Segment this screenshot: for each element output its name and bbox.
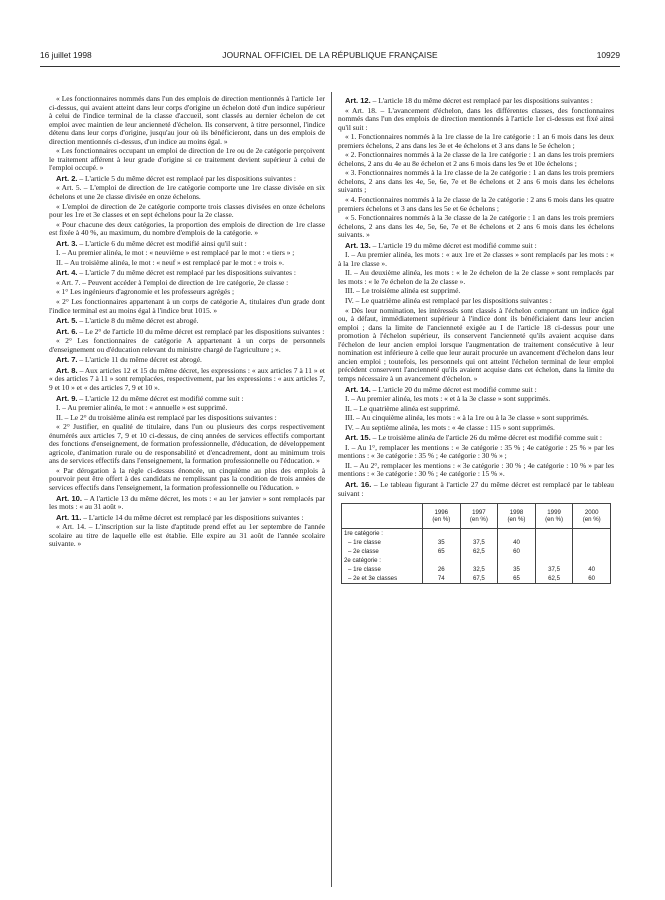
article-number: Art. 9. — [56, 393, 78, 403]
paragraph — [338, 269, 614, 286]
table-corner-cell — [342, 504, 423, 529]
article-number: Art. 10. — [56, 493, 83, 503]
paragraph-text: – Le troisième alinéa de l'article 26 du même décret est modifié comme suit : — [370, 433, 602, 443]
paragraph — [338, 169, 614, 195]
year-header: 1999 (en %) — [535, 504, 573, 529]
table-cell: 60 — [573, 574, 611, 584]
table-cell: 62,5 — [535, 574, 573, 584]
table-group-row — [342, 529, 611, 539]
paragraph-text: « 3. Fonctionnaires nommés à la 1re classe de la 2e catégorie : 1 an dans les trois premiers échelons, 2 ans dans les 4e, 5e, 6e, 7e et 8e échelons et 2 ans 6 mois dans les échelons suivants ; — [338, 168, 614, 195]
article-number: Art. 2. — [56, 173, 78, 183]
page-header — [40, 50, 620, 64]
paragraph-text: « Les fonctionnaires occupant un emploi de direction de 1re ou de 2e catégorie perçoivent le traitement afférent à leur grade d'origine si ce traitement devient supérieur à celui de l'emploi occupé. » — [49, 146, 325, 173]
table-cell — [573, 529, 611, 539]
paragraph-text: – Le tableau figurant à l'article 27 du même décret est remplacé par le tableau suivant : — [338, 479, 614, 498]
paragraph — [338, 444, 614, 461]
row-label: – 1re classe — [342, 538, 423, 547]
paragraph — [338, 107, 614, 133]
paragraph-text: II. – Au troisième alinéa, le mot : « neuf » est remplacé par le mot : « trois ». — [56, 257, 285, 267]
paragraph-text: « 2° Justifier, en qualité de titulaire, dans l'un ou plusieurs des corps respectivement énumérés aux articles 7, 9 et 10 ci-dessus, de cinq années de services effectifs comportant des fonctions d'enseignement, de formation professionnelle, d'éducation, de développement agricole, d'animation rurale ou de responsabilité et d'encadrement, dont au minimum trois ans de services effectifs dans l'enseignement, la formation professionnelle ou l'éducation. » — [49, 422, 325, 466]
paragraph-text: – L'article 20 du même décret est modifié comme suit : — [370, 384, 537, 394]
table-cell: 65 — [423, 547, 461, 556]
article-number: Art. 5. — [56, 316, 78, 326]
table-cell: 60 — [498, 547, 536, 556]
paragraph — [49, 184, 325, 201]
article-paragraph — [338, 386, 614, 395]
paragraph — [338, 307, 614, 384]
paragraph-text: « Art. 7. – Peuvent accéder à l'emploi de direction de 1re catégorie, 2e classe : — [56, 277, 289, 287]
paragraph-text: – L'article 7 du même décret est remplacé par les dispositions suivantes : — [77, 268, 296, 278]
table-cell — [423, 529, 461, 539]
paragraph — [49, 203, 325, 220]
paragraph-text: II. – Au 2°, remplacer les mentions : « 3e catégorie : 30 % ; 4e catégorie : 10 % » par les mentions : « 3e catégorie : 30 % ; 4e catégorie : 15 % ». — [338, 460, 614, 479]
paragraph-text: I. – Au premier alinéa, les mots : « aux 1re et 2e classes » sont remplacés par les mots : « à la 1re classe ». — [338, 250, 614, 268]
article-paragraph — [49, 356, 325, 365]
row-label: – 2e classe — [342, 547, 423, 556]
table-cell: 32,5 — [460, 565, 498, 574]
paragraph — [338, 251, 614, 268]
table-cell: 35 — [498, 565, 536, 574]
article-number: Art. 11. — [56, 512, 82, 522]
article-paragraph — [49, 175, 325, 184]
table-row — [342, 565, 611, 574]
table-cell: 37,5 — [535, 565, 573, 574]
paragraph — [338, 462, 614, 479]
table-cell — [460, 556, 498, 565]
article-number: Art. 15. — [345, 433, 371, 443]
row-label: – 2e et 3e classes — [342, 574, 423, 584]
table-row — [342, 574, 611, 584]
table-cell — [460, 529, 498, 539]
table-cell — [535, 547, 573, 556]
article-paragraph — [338, 97, 614, 106]
paragraph — [338, 395, 614, 404]
year-header: 1998 (en %) — [498, 504, 536, 529]
paragraph — [49, 467, 325, 493]
table-cell: 37,5 — [460, 538, 498, 547]
paragraph-text: « 2. Fonctionnaires nommés à la 2e classe de la 1re catégorie : 1 an dans les trois premiers échelons, 2 ans du 4e au 8e échelon et 2 ans 6 mois dans les 9e et 10e échelons ; — [338, 150, 614, 168]
article-number: Art. 3. — [56, 238, 78, 248]
year-header: 2000 (en %) — [573, 504, 611, 529]
paragraph — [338, 151, 614, 168]
article-number: Art. 8. — [56, 365, 78, 375]
table-row — [342, 538, 611, 547]
paragraph-text: « 2° Les fonctionnaires appartenant à un corps de catégorie A, titulaires d'un grade dont l'indice terminal est au moins égal à l'indice brut 1015. » — [49, 297, 325, 315]
paragraph-text: – Le 2° de l'article 10 du même décret est remplacé par les dispositions suivantes : — [77, 326, 325, 336]
table-cell: 65 — [498, 574, 536, 584]
paragraph — [49, 423, 325, 466]
paragraph — [338, 287, 614, 296]
paragraph — [49, 404, 325, 413]
article-paragraph — [49, 395, 325, 404]
header-date: 16 juillet 1998 — [40, 50, 92, 60]
paragraph-text: « Par dérogation à la règle ci-dessus énoncée, un cinquième au plus des emplois à pourvoir peut être offert à des candidats ne remplissant pas la condition de trois années de services effectifs dans l'enseignement, la formation professionnelle ou l'éducation. » — [49, 465, 325, 492]
table-cell: 40 — [498, 538, 536, 547]
paragraph-text: « Art. 18. – L'avancement d'échelon, dans les différentes classes, des fonctionnaires nommés dans l'un des emplois de direction mentionnés à l'article 1er ci-dessus est fixé ainsi qu'il suit : — [338, 105, 614, 132]
paragraph — [49, 288, 325, 297]
left-column — [49, 95, 325, 885]
article-number: Art. 12. — [345, 96, 371, 105]
table-cell — [535, 529, 573, 539]
paragraph — [49, 95, 325, 146]
paragraph-text: – L'article 5 du même décret est remplacé par les dispositions suivantes : — [77, 173, 296, 183]
row-label: – 1re classe — [342, 565, 423, 574]
paragraph-text: « 1° Les ingénieurs d'agronomie et les professeurs agrégés ; — [56, 287, 235, 297]
paragraph-text: I. – Au 1°, remplacer les mentions : « 3e catégorie : 35 % ; 4e catégorie : 25 % » par les mentions : « 3e catégorie : 35 % ; 4e catégorie : 30 % » ; — [338, 442, 614, 461]
table-cell: 62,5 — [460, 547, 498, 556]
paragraph-text: – L'article 12 du même décret est modifié comme suit : — [77, 393, 244, 403]
table-cell — [573, 556, 611, 565]
table-group-row — [342, 556, 611, 565]
paragraph — [49, 259, 325, 268]
paragraph-text: III. – Le troisième alinéa est supprimé. — [345, 286, 461, 296]
article-number: Art. 13. — [345, 240, 371, 250]
table-cell — [423, 556, 461, 565]
paragraph — [49, 523, 325, 549]
paragraph-text: – L'article 11 du même décret est abrogé. — [77, 355, 202, 365]
table-cell: 35 — [423, 538, 461, 547]
table-cell — [498, 529, 536, 539]
table-cell: 26 — [423, 565, 461, 574]
column-separator — [331, 92, 332, 887]
paragraph — [338, 196, 614, 213]
article-paragraph — [338, 434, 614, 443]
paragraph-text: – A l'article 13 du même décret, les mots : « au 1er janvier » sont remplacés par les mots : « au 31 août ». — [49, 493, 325, 512]
paragraph-text: – L'article 8 du même décret est abrogé. — [77, 316, 199, 326]
paragraph-text: III. – Au cinquième alinéa, les mots : « à la 1re ou à la 3e classe » sont supprimés. — [345, 413, 589, 423]
right-column — [338, 95, 614, 885]
paragraph-text: « L'emploi de direction de 2e catégorie comporte trois classes divisées en onze échelons pour les 1re et 3e classes et en sept échelons pour la 2e classe. — [49, 201, 325, 220]
paragraph — [338, 133, 614, 150]
paragraph-text: I. – Au premier alinéa, le mot : « neuvième » est remplacé par le mot : « tiers » ; — [56, 248, 295, 258]
paragraph-text: « 5. Fonctionnaires nommés à la 3e classe de la 2e catégorie : 1 an dans les trois premiers échelons, 2 ans dans les 4e, 5e, 6e, 7e et 8e échelons et 2 ans 6 mois dans les échelons suivants. » — [338, 213, 614, 240]
group-label: 2e catégorie : — [342, 556, 423, 565]
year-header: 1996 (en %) — [423, 504, 461, 529]
paragraph — [49, 221, 325, 238]
article-paragraph — [49, 367, 325, 393]
article-paragraph — [338, 481, 614, 498]
year-header: 1997 (en %) — [460, 504, 498, 529]
paragraph-text: « Art. 14. – L'inscription sur la liste d'aptitude prend effet au 1er septembre de l'année scolaire au titre de laquelle elle est établie. Elle expire au 31 août de l'année scolaire suivante. » — [49, 522, 325, 549]
paragraph-text: – L'article 19 du même décret est modifié comme suit : — [370, 240, 537, 250]
paragraph-text: I. – Au premier alinéa, les mots : « et à la 3e classe » sont supprimés. — [345, 394, 551, 404]
paragraph-text: II. – Le 2° du troisième alinéa est remplacé par les dispositions suivantes : — [56, 412, 277, 422]
table-row — [342, 547, 611, 556]
paragraph — [338, 297, 614, 306]
paragraph — [338, 405, 614, 414]
article-paragraph — [49, 317, 325, 326]
article-paragraph — [49, 240, 325, 249]
table-cell — [535, 538, 573, 547]
table-cell: 40 — [573, 565, 611, 574]
article-number: Art. 14. — [345, 384, 371, 394]
paragraph-text: – Aux articles 12 et 15 du même décret, les expressions : « aux articles 7 à 11 » et « des articles 7 à 11 » sont remplacées, respectivement, par les expressions : « aux articles 7, 9 et 10 » et « des articles 7, 9 et 10 ». — [49, 365, 325, 392]
paragraph — [49, 147, 325, 173]
paragraph-text: « Art. 5. – L'emploi de direction de 1re catégorie comporte une 1re classe divisée en six échelons et une 2e classe divisée en onze échelons. — [49, 183, 325, 202]
paragraph-text: – L'article 18 du même décret est remplacé par les dispositions suivantes : — [370, 96, 593, 105]
paragraph-text: IV. – Le quatrième alinéa est remplacé par les dispositions suivantes : — [345, 296, 552, 306]
paragraph-text: « Pour chacune des deux catégories, la proportion des emplois de direction de 1re classe est fixée à 40 %, au maximum, du nombre d'emplois de la catégorie. » — [49, 219, 325, 238]
paragraph-text: « Dès leur nomination, les intéressés sont classés à l'échelon comportant un indice égal ou, à défaut, immédiatement supérieur à l'indice dont ils bénéficiaient dans leur ancien emploi ; dans la limite de l'ancienneté exigée au I de l'article 18 ci-dessus pour une promotion à l'échelon supérieur, ils conservent l'ancienneté qu'ils avaient acquise dans l'échelon de leur ancien emploi lorsque l'augmentation de traitement consécutive à leur nomination est inférieure à celle que leur aurait procurée un avancement d'échelon dans leur ancien emploi ; toutefois, les personnels qui ont atteint l'échelon terminal de leur emploi précédent conservent l'ancienneté qu'ils avaient acquise dans cet échelon, dans la limite du temps nécessaire à un avancement d'échelon. » — [338, 305, 614, 383]
article-number: Art. 16. — [345, 479, 372, 489]
article-paragraph — [49, 514, 325, 523]
table-cell: 67,5 — [460, 574, 498, 584]
article-paragraph — [49, 495, 325, 512]
page-number: 10929 — [596, 50, 620, 60]
header-rule — [40, 66, 620, 67]
table-cell — [573, 538, 611, 547]
paragraph-text: II. – Au deuxième alinéa, les mots : « le 2e échelon de la 2e classe » sont remplacés par les mots : « le 7e échelon de la 2e classe ». — [338, 268, 614, 286]
table-header-row — [342, 504, 611, 529]
paragraph-text: – L'article 14 du même décret est remplacé par les dispositions suivantes : — [81, 512, 304, 522]
article-paragraph — [49, 269, 325, 278]
paragraph — [338, 424, 614, 433]
table-cell: 74 — [423, 574, 461, 584]
paragraph — [49, 337, 325, 354]
paragraph-text: « 2° Les fonctionnaires de catégorie A appartenant à un corps de personnels d'enseignement ou d'éducation relevant du ministre chargé de l'agriculture ; ». — [49, 336, 325, 354]
paragraph-text: IV. – Au septième alinéa, les mots : « 4e classe : 115 » sont supprimés. — [345, 422, 555, 432]
article-number: Art. 6. — [56, 326, 78, 336]
table-cell — [535, 556, 573, 565]
table-cell — [498, 556, 536, 565]
paragraph — [49, 414, 325, 423]
article-paragraph — [49, 328, 325, 337]
article-number: Art. 7. — [56, 355, 78, 365]
journal-title: JOURNAL OFFICIEL DE LA RÉPUBLIQUE FRANÇAISE — [222, 50, 438, 60]
paragraph-text: « Les fonctionnaires nommés dans l'un des emplois de direction mentionnés à l'article 1er ci-dessus, qui avaient atteint dans leur corps d'origine un échelon doté d'un indice supérieur à celui de l'indice terminal de la classe d'accueil, sont classés au dernier échelon de cet emploi avec maintien de leur ancienneté d'échelon. Ils conservent, à titre personnel, l'indice détenu dans leur corps d'origine, jusqu'au jour où ils bénéficieront, dans un des emplois de direction mentionnés ci-dessus, d'un indice au moins égal. » — [49, 95, 325, 146]
paragraph-text: II. – Le quatrième alinéa est supprimé. — [345, 403, 460, 413]
paragraph — [338, 414, 614, 423]
right-column-text — [338, 97, 614, 498]
paragraph — [49, 279, 325, 288]
paragraph-text: – L'article 6 du même décret est modifié ainsi qu'il suit : — [77, 238, 247, 248]
group-label: 1re catégorie : — [342, 529, 423, 539]
distribution-table — [341, 503, 611, 584]
paragraph — [338, 214, 614, 240]
paragraph-text: « 4. Fonctionnaires nommés à la 2e classe de la 2e catégorie : 2 ans 6 mois dans les quatre premiers échelons et 3 ans dans les 5e et 6e échelons ; — [338, 195, 614, 213]
article-number: Art. 4. — [56, 268, 78, 278]
paragraph — [49, 249, 325, 258]
article-paragraph — [338, 242, 614, 251]
table-cell — [573, 547, 611, 556]
paragraph — [49, 298, 325, 315]
paragraph-text: I. – Au premier alinéa, le mot : « annuelle » est supprimé. — [56, 403, 228, 413]
paragraph-text: « 1. Fonctionnaires nommés à la 1re classe de la 1re catégorie : 1 an 6 mois dans les deux premiers échelons, 2 ans dans les 3e et 4e échelons et 3 ans dans le 5e échelon ; — [338, 132, 614, 150]
